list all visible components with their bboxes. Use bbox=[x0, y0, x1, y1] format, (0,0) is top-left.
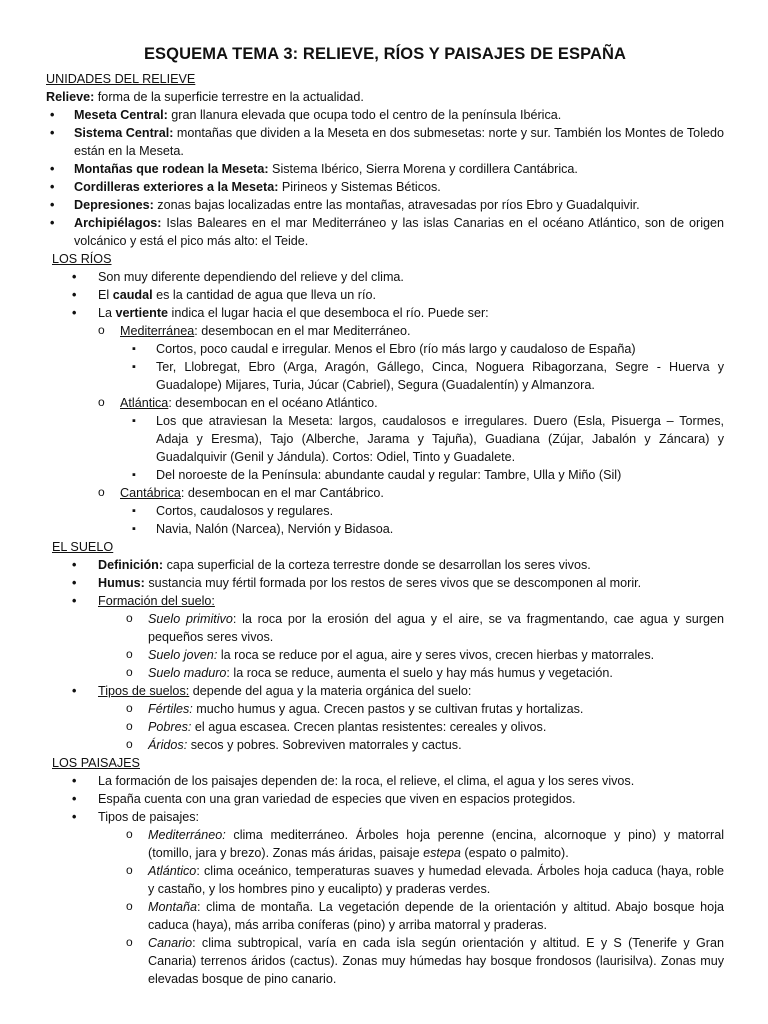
item-text: depende del agua y la materia orgánica del suelo: bbox=[189, 684, 472, 698]
item-text: mucho humus y agua. Crecen pastos y se cultivan frutas y hortalizas. bbox=[192, 702, 584, 716]
section-heading-suelo bbox=[46, 538, 724, 556]
item-term: Cordilleras exteriores a la Meseta: bbox=[74, 180, 279, 194]
item-term: Mediterráneo: bbox=[148, 828, 226, 842]
relieve-list bbox=[46, 106, 724, 250]
item-text: Son muy diferente dependiendo del relieve y del clima. bbox=[98, 270, 404, 284]
item-term: Suelo maduro bbox=[148, 666, 227, 680]
item-term: Canario bbox=[148, 936, 193, 950]
list-item bbox=[46, 178, 724, 196]
item-term: Meseta Central: bbox=[74, 108, 168, 122]
item-text: : la roca se reduce, aumenta el suelo y hay más humus y vegetación. bbox=[226, 666, 613, 680]
item-term: Suelo primitivo bbox=[148, 612, 233, 626]
item-term: Archipiélagos: bbox=[74, 216, 162, 230]
item-term: Cantábrica bbox=[120, 486, 181, 500]
list-item bbox=[46, 700, 724, 718]
item-term: Suelo joven: bbox=[148, 648, 218, 662]
paisajes-list bbox=[46, 772, 724, 826]
list-item: ▪ Del noroeste de la Península: abundante caudal y regular: Tambre, Ulla y Miño (Sil) bbox=[46, 466, 724, 484]
list-item bbox=[46, 124, 724, 160]
item-term: caudal bbox=[112, 288, 153, 302]
vertiente-atlantica bbox=[46, 394, 724, 412]
section-heading-rios bbox=[46, 250, 724, 268]
item-text: La bbox=[98, 306, 116, 320]
item-text: Sistema Ibérico, Sierra Morena y cordillera Cantábrica. bbox=[268, 162, 578, 176]
section-heading-rios-text: LOS RÍOS bbox=[52, 252, 112, 266]
item-text: gran llanura elevada que ocupa todo el centro de la península Ibérica. bbox=[167, 108, 562, 122]
section-heading-relieve: UNIDADES DEL RELIEVE bbox=[46, 72, 196, 86]
list-item: ▪ Cortos, caudalosos y regulares. bbox=[46, 502, 724, 520]
item-term: Sistema Central: bbox=[74, 126, 174, 140]
item-text: : desembocan en el océano Atlántico. bbox=[168, 396, 378, 410]
item-text: secos y pobres. Sobreviven matorrales y cactus. bbox=[187, 738, 462, 752]
tipos-paisaje-list bbox=[46, 826, 724, 988]
section-heading-paisajes-text: LOS PAISAJES bbox=[52, 756, 140, 770]
list-item: ▪ Los que atraviesan la Meseta: largos, caudalosos e irregulares. Duero (Esla, Pisuerga – Tormes, Adaja y Eresma), Tajo (Alberche, Jarama y Tajuña), Guadiana (Zújar, Jabalón y Záncara) y Guadalquivir (Genil y Jándula). Cortos: Odiel, Tinto y Guadalete. bbox=[46, 412, 724, 466]
suelo-list bbox=[46, 556, 724, 610]
item-term: Formación del suelo: bbox=[98, 594, 215, 608]
formacion-list bbox=[46, 610, 724, 682]
vertientes-list bbox=[46, 322, 724, 340]
vertientes-list-2 bbox=[46, 394, 724, 412]
list-item: ▪ Cortos, poco caudal e irregular. Menos el Ebro (río más largo y caudaloso de España) bbox=[46, 340, 724, 358]
item-text: clima mediterráneo. Árboles hoja perenne (encina, alcornoque y pino) y matorral (tomillo, jara y brezo). Zonas más áridas, paisaje bbox=[148, 828, 724, 860]
item-text: sustancia muy fértil formada por los restos de seres vivos que se descomponen al morir. bbox=[144, 576, 642, 590]
tipos-suelo-list bbox=[46, 700, 724, 754]
item-text: Islas Baleares en el mar Mediterráneo y las islas Canarias en el océano Atlántico, son de origen volcánico y está el pico más alto: el Teide. bbox=[74, 216, 724, 248]
item-term-estepa: estepa bbox=[423, 846, 461, 860]
list-item bbox=[46, 268, 724, 286]
list-item bbox=[46, 304, 724, 322]
item-text: zonas bajas localizadas entre las montañas, atravesadas por ríos Ebro y Guadalquivir. bbox=[153, 198, 640, 212]
relieve-definition-term: Relieve: bbox=[46, 90, 95, 104]
item-term: vertiente bbox=[115, 306, 169, 320]
item-term: Atlántica bbox=[120, 396, 169, 410]
item-term: Definición: bbox=[98, 558, 164, 572]
list-item bbox=[46, 718, 724, 736]
item-text: el agua escasea. Crecen plantas resistentes: cereales y olivos. bbox=[191, 720, 547, 734]
item-text: (espato o palmito). bbox=[460, 846, 569, 860]
item-text: : clima subtropical, varía en cada isla según orientación y altitud. E y S (Tenerife y Gran Canaria) terrenos áridos (cactus). Zonas muy húmedas hay bosque frondosos (laurisilva). Zonas muy elevadas bosque de pino canario. bbox=[148, 936, 724, 986]
item-text: es la cantidad de agua que lleva un río. bbox=[152, 288, 376, 302]
vertientes-list-3 bbox=[46, 484, 724, 502]
list-item bbox=[46, 664, 724, 682]
relieve-definition-text: forma de la superficie terrestre en la actualidad. bbox=[94, 90, 364, 104]
list-item bbox=[46, 574, 724, 592]
list-item bbox=[46, 106, 724, 124]
list-item bbox=[46, 934, 724, 988]
item-text: : la roca por la erosión del agua y el aire, se va fragmentando, cae agua y surgen pequeños seres vivos. bbox=[148, 612, 725, 644]
vertiente-cantabrica bbox=[46, 484, 724, 502]
list-item bbox=[46, 610, 724, 646]
list-item bbox=[46, 160, 724, 178]
relieve-definition bbox=[46, 88, 724, 106]
list-item bbox=[46, 736, 724, 754]
list-item: ▪ Ter, Llobregat, Ebro (Arga, Aragón, Gállego, Cinca, Noguera Ribagorzana, Segre - Huerva y Guadalope) Mijares, Turia, Júcar (Cabriel), Segura (Guadalentín) y Almanzora. bbox=[46, 358, 724, 394]
item-text: : desembocan en el mar Mediterráneo. bbox=[194, 324, 411, 338]
item-term: Mediterránea bbox=[120, 324, 195, 338]
item-term: Depresiones: bbox=[74, 198, 154, 212]
list-item bbox=[46, 196, 724, 214]
list-item bbox=[46, 682, 724, 700]
list-item: • España cuenta con una gran variedad de especies que viven en espacios protegidos. bbox=[46, 790, 724, 808]
item-term: Atlántico bbox=[148, 864, 197, 878]
vertiente-mediterranea bbox=[46, 322, 724, 340]
list-item: • La formación de los paisajes dependen de: la roca, el relieve, el clima, el agua y los seres vivos. bbox=[46, 772, 724, 790]
rios-list bbox=[46, 268, 724, 322]
list-item bbox=[46, 214, 724, 250]
item-text: montañas que dividen a la Meseta en dos submesetas: norte y sur. También los Montes de Toledo están en la Meseta. bbox=[74, 126, 724, 158]
list-item bbox=[46, 826, 724, 862]
suelo-list-2 bbox=[46, 682, 724, 700]
item-text: : clima de montaña. La vegetación depende de la orientación y altitud. Abajo bosque hoja caduca (haya), más arriba coníferas (pino) y arriba matorral y praderas. bbox=[148, 900, 724, 932]
item-term: Tipos de suelos: bbox=[98, 684, 190, 698]
section-heading-paisajes bbox=[46, 754, 724, 772]
item-term: Pobres: bbox=[148, 720, 192, 734]
item-text: la roca se reduce por el agua, aire y seres vivos, crecen hierbas y matorrales. bbox=[217, 648, 655, 662]
item-text: Pirineos y Sistemas Béticos. bbox=[278, 180, 441, 194]
item-text: El bbox=[98, 288, 113, 302]
document-title: ESQUEMA TEMA 3: RELIEVE, RÍOS Y PAISAJES DE ESPAÑA bbox=[143, 45, 627, 63]
item-term: Humus: bbox=[98, 576, 145, 590]
cantabrica-sublist bbox=[46, 502, 724, 538]
section-heading-suelo-text: EL SUELO bbox=[52, 540, 114, 554]
atlantica-sublist bbox=[46, 412, 724, 484]
item-text: capa superficial de la corteza terrestre donde se desarrollan los seres vivos. bbox=[163, 558, 591, 572]
list-item: ▪ Navia, Nalón (Narcea), Nervión y Bidasoa. bbox=[46, 520, 724, 538]
item-term: Montañas que rodean la Meseta: bbox=[74, 162, 269, 176]
item-term: Áridos: bbox=[148, 738, 188, 752]
item-text: indica el lugar hacia el que desemboca el río. Puede ser: bbox=[168, 306, 489, 320]
list-item bbox=[46, 556, 724, 574]
list-item bbox=[46, 898, 724, 934]
item-text: : desembocan en el mar Cantábrico. bbox=[180, 486, 384, 500]
item-text: : clima oceánico, temperaturas suaves y humedad elevada. Árboles hoja caduca (haya, roble y castaño, y los hombres pino y eucalipto) y praderas verdes. bbox=[148, 864, 724, 896]
list-item: • Tipos de paisajes: bbox=[46, 808, 724, 826]
mediterranea-sublist bbox=[46, 340, 724, 394]
list-item bbox=[46, 286, 724, 304]
list-item bbox=[46, 862, 724, 898]
list-item bbox=[46, 646, 724, 664]
item-term: Montaña bbox=[148, 900, 198, 914]
list-item bbox=[46, 592, 724, 610]
item-term: Fértiles: bbox=[148, 702, 193, 716]
